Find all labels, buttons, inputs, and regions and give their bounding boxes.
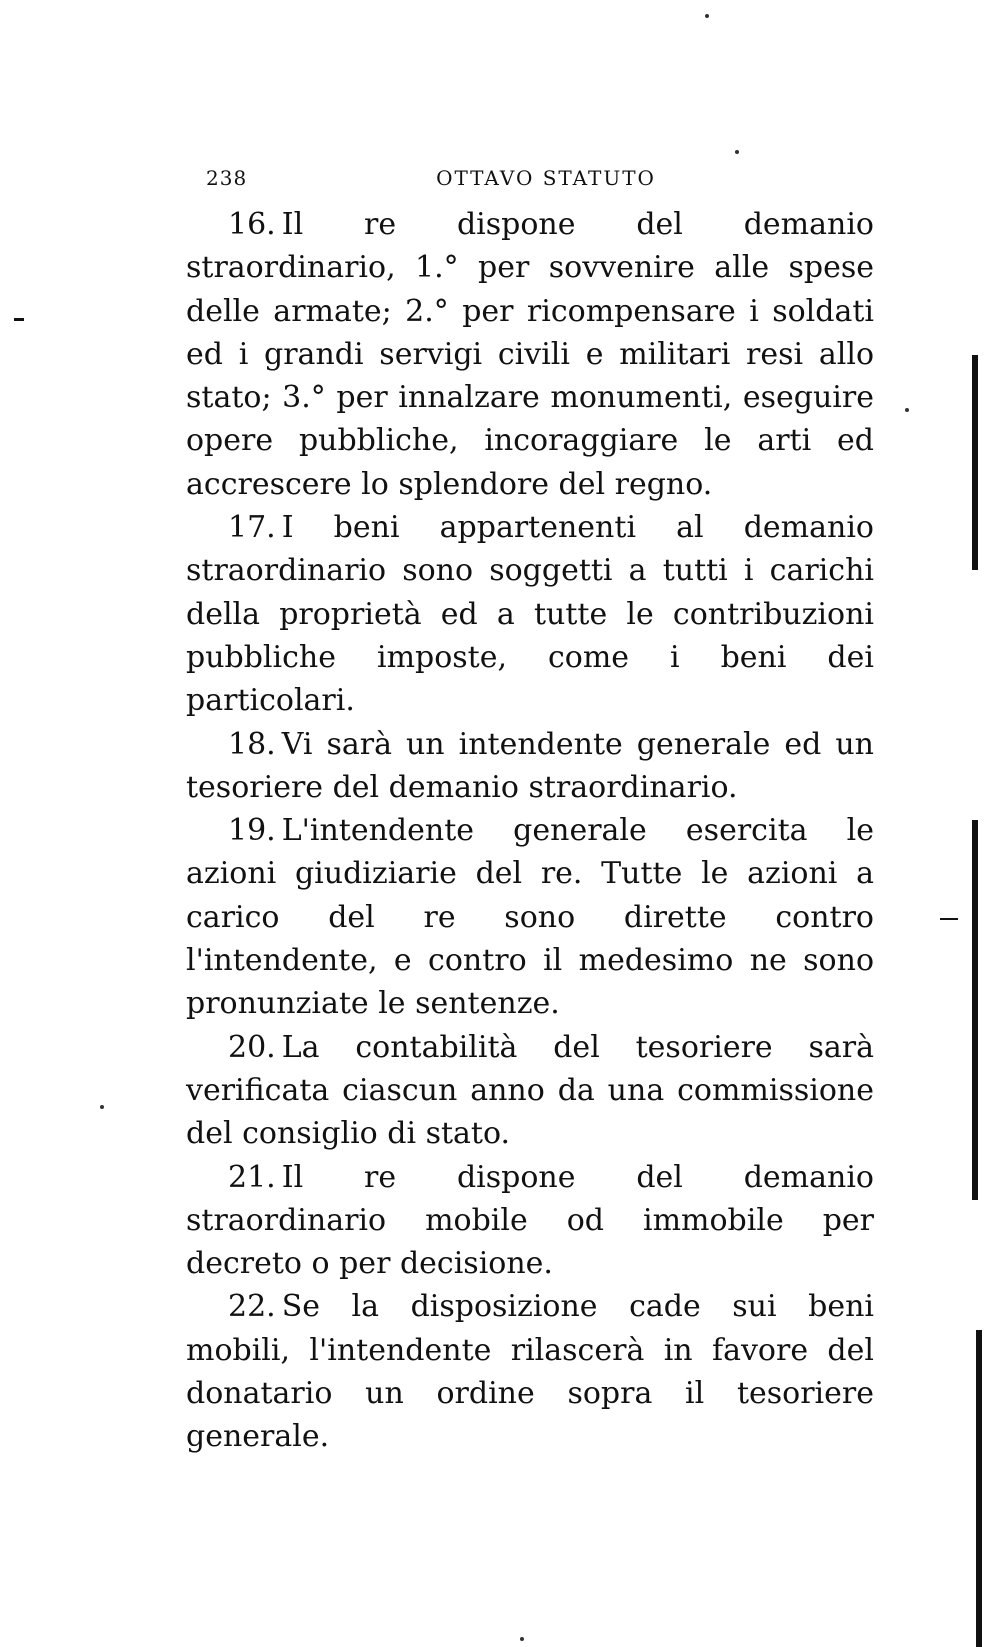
speck: [520, 1637, 524, 1641]
margin-dash-1: [940, 918, 958, 920]
article-18: [186, 723, 874, 810]
margin-dash-2: [14, 318, 24, 321]
article-number: 20.: [228, 1029, 276, 1065]
running-title: OTTAVO STATUTO: [436, 166, 656, 190]
article-text: Se la disposizione cade sui beni mobili, l'intendente rilascerà in favore del donatario un ordine sopra il tesoriere generale.: [186, 1289, 874, 1455]
article-text: Il re dispone del demanio straordinario, 1.° per sovvenire alle spese delle armate; 2.° per ricompensare i soldati ed i grandi servigi civili e militari resi allo stato; 3.° per innalzare monumenti, eseguire opere pubbliche, incoraggiare le arti ed accrescere lo splendore del regno.: [186, 207, 874, 502]
article-number: 21.: [228, 1159, 276, 1195]
article-text: Vi sarà un intendente generale ed un tesoriere del demanio straordinario.: [186, 726, 874, 805]
article-number: 17.: [228, 510, 276, 546]
article-21: [186, 1156, 874, 1286]
page-number: 238: [206, 166, 248, 190]
statute-text: [186, 203, 874, 1459]
margin-bar-1: [972, 355, 978, 570]
speck: [100, 1105, 104, 1109]
article-text: La contabilità del tesoriere sarà verificata ciascun anno da una commissione del consiglio di stato.: [186, 1029, 874, 1152]
article-text: Il re dispone del demanio straordinario mobile od immobile per decreto o per decisione.: [186, 1159, 874, 1282]
margin-bar-2: [972, 820, 978, 1200]
article-number: 19.: [228, 813, 276, 849]
article-22: [186, 1285, 874, 1458]
article-20: [186, 1026, 874, 1156]
speck: [705, 14, 709, 18]
article-number: 22.: [228, 1289, 276, 1325]
margin-bar-3: [976, 1330, 982, 1647]
article-19: [186, 809, 874, 1025]
speck: [735, 150, 739, 154]
article-16: [186, 203, 874, 506]
article-text: L'intendente generale esercita le azioni giudiziarie del re. Tutte le azioni a carico del re sono dirette contro l'intendente, e contro il medesimo ne sono pronunziate le sentenze.: [186, 813, 874, 1022]
article-number: 18.: [228, 726, 276, 762]
speck: [905, 408, 909, 412]
article-text: I beni appartenenti al demanio straordinario sono soggetti a tutti i carichi della proprietà ed a tutte le contribuzioni pubbliche imposte, come i beni dei particolari.: [186, 510, 874, 719]
article-number: 16.: [228, 207, 276, 242]
page-header: [206, 166, 886, 196]
article-17: [186, 506, 874, 722]
